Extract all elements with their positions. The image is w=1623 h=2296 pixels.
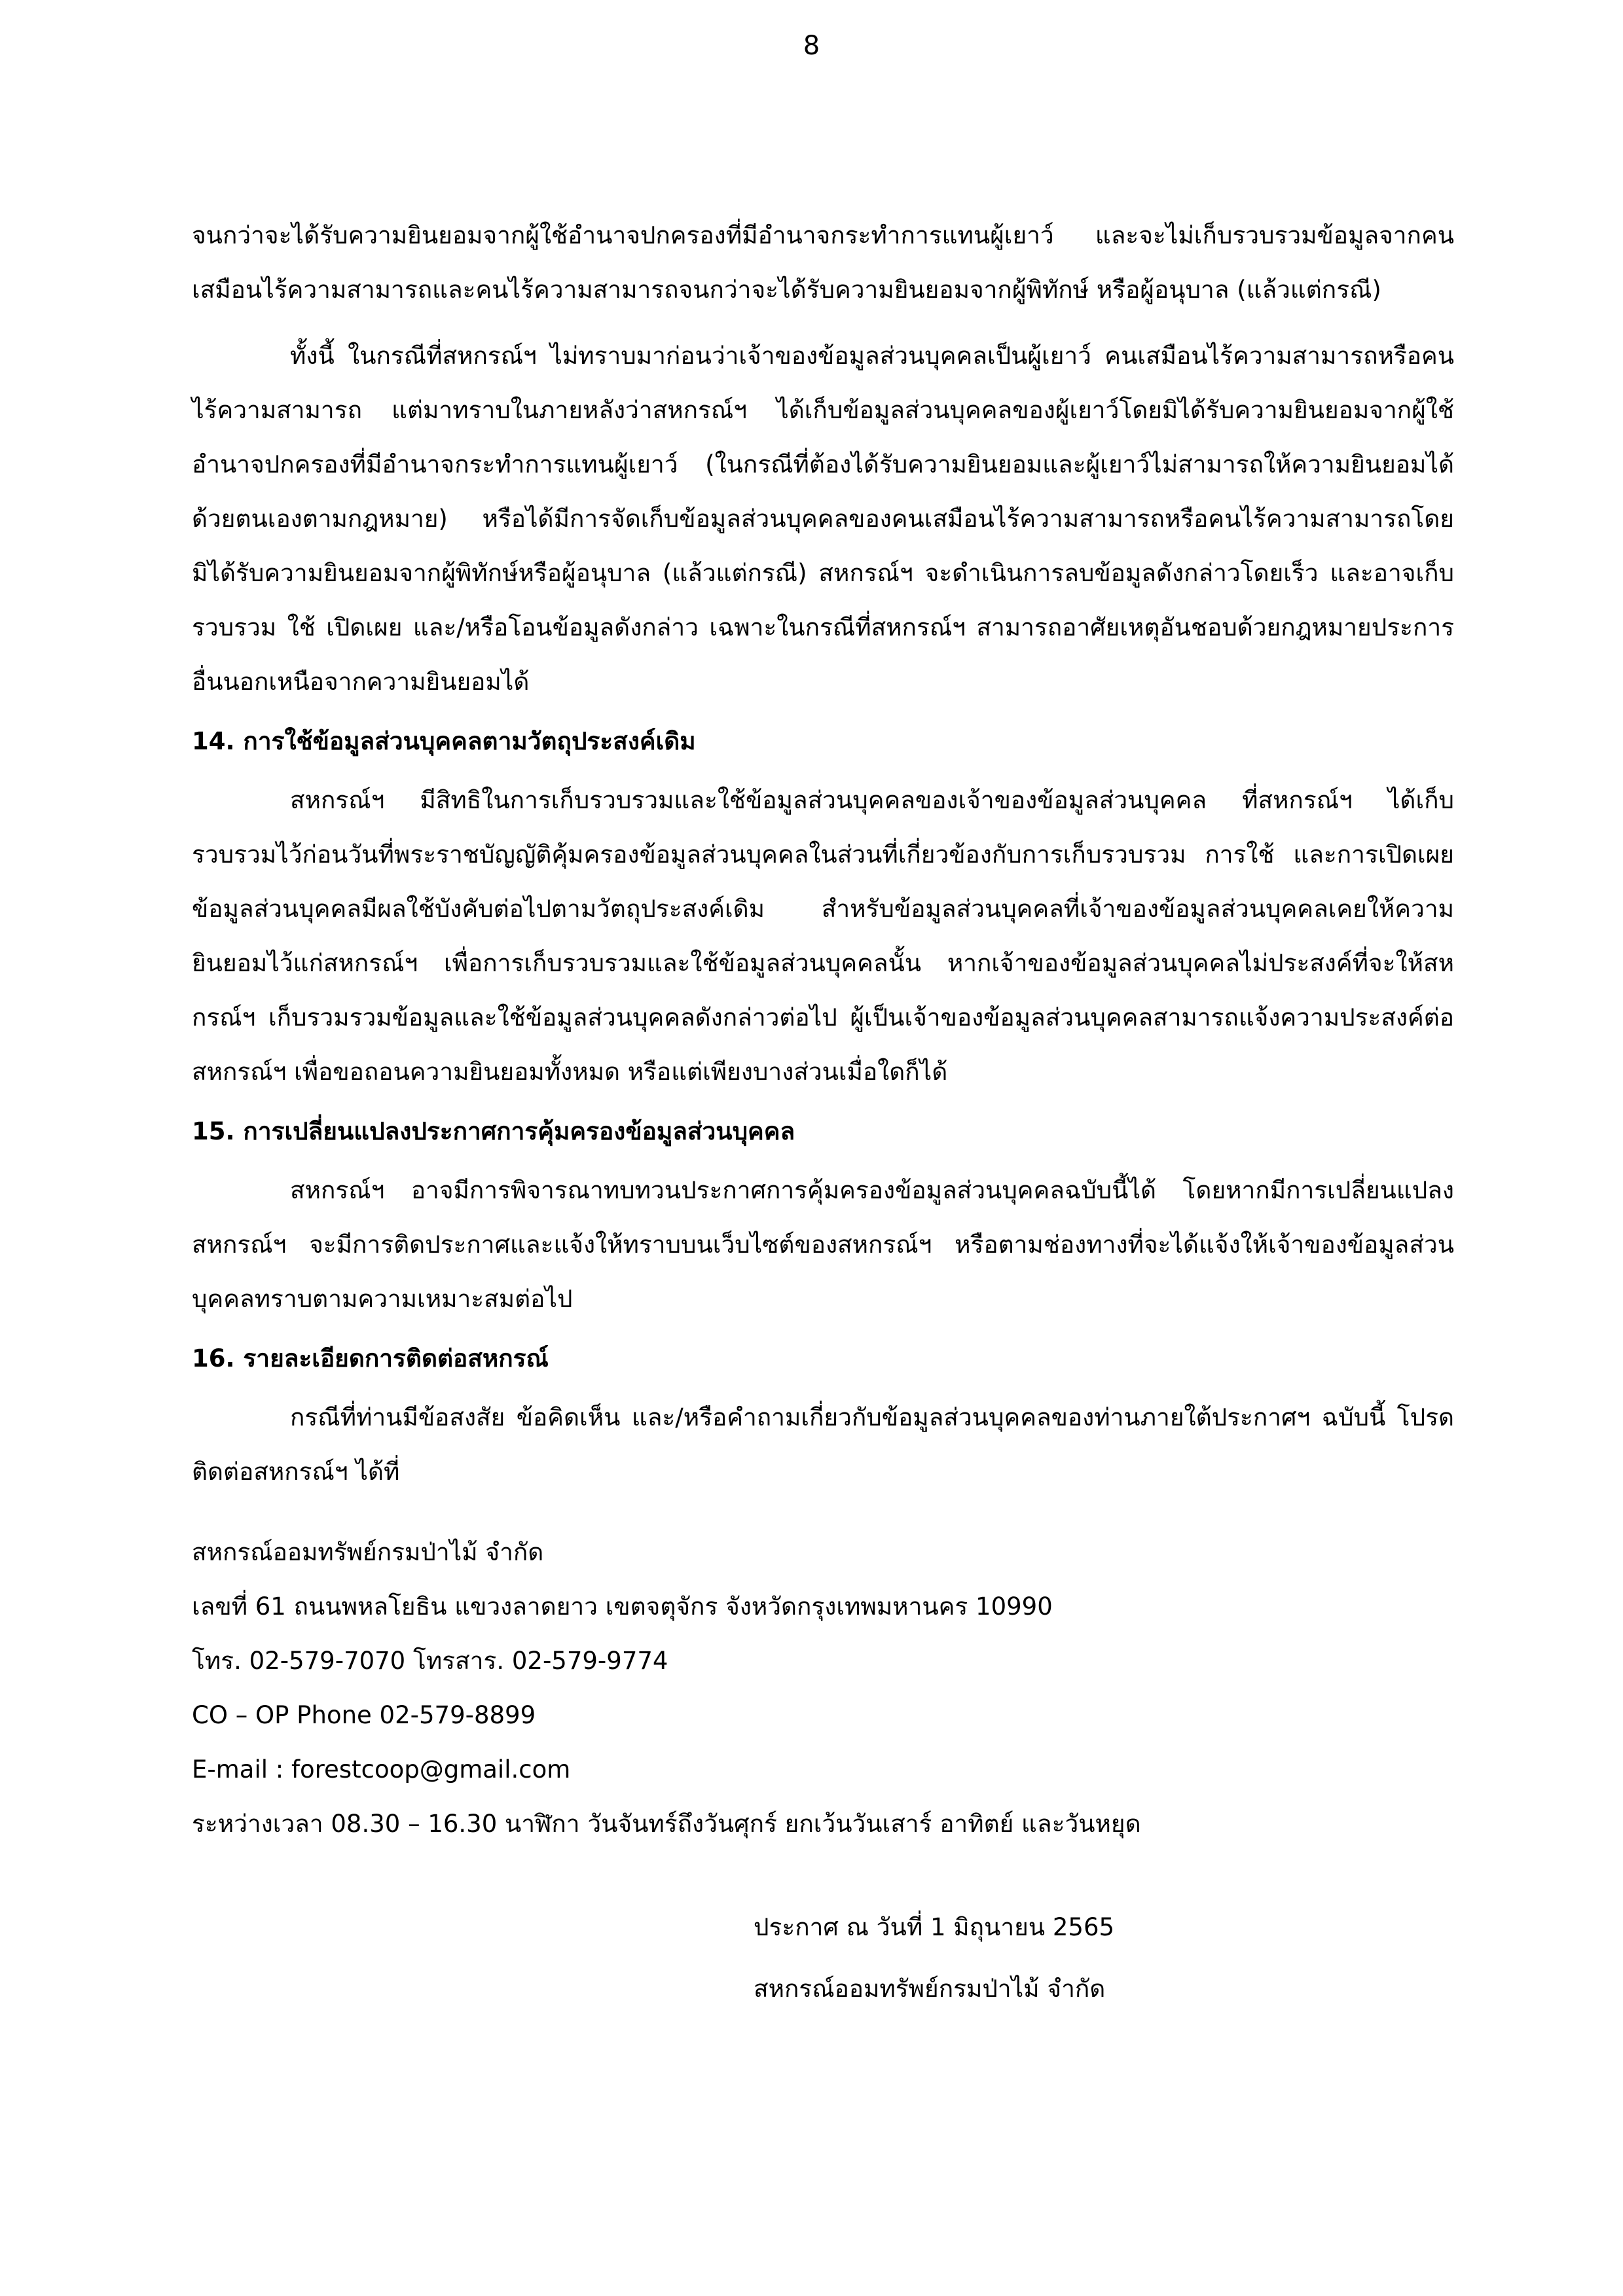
- page-number: 8: [803, 31, 820, 61]
- contact-phone-fax: โทร. 02-579-7070 โทรสาร. 02-579-9774: [192, 1647, 668, 1675]
- section-body: สหกรณ์ฯ มีสิทธิในการเก็บรวบรวมและใช้ข้อมูลส่วนบุคคลของเจ้าของข้อมูลส่วนบุคคล ที่สหกรณ์ฯ ได้เก็บรวบรวมไว้ก่อนวันที่พระราชบัญญัติคุ้มครองข้อมูลส่วนบุคคลในส่วนที่เกี่ยวข้องกับการเก็บรวบรวม การใช้ และการเปิดเผยข้อมูลส่วนบุคคลมีผลใช้บังคับต่อไปตามวัตถุประสงค์เดิม สำหรับข้อมูลส่วนบุคคลที่เจ้าของข้อมูลส่วนบุคคลเคยให้ความยินยอมไว้แก่สหกรณ์ฯ เพื่อการเก็บรวบรวมและใช้ข้อมูลส่วนบุคคลนั้น หากเจ้าของข้อมูลส่วนบุคคลไม่ประสงค์ที่จะให้สหกรณ์ฯ เก็บรวมรวมข้อมูลและใช้ข้อมูลส่วนบุคคลดังกล่าวต่อไป ผู้เป็นเจ้าของข้อมูลส่วนบุคคลสามารถแจ้งความประสงค์ต่อสหกรณ์ฯ เพื่อขอถอนความยินยอมทั้งหมด หรือแต่เพียงบางส่วนเมื่อใดก็ได้: [192, 786, 1454, 1086]
- signature-block: [754, 1897, 1454, 2020]
- section-heading: 15. การเปลี่ยนแปลงประกาศการคุ้มครองข้อมูลส่วนบุคคล: [192, 1117, 795, 1145]
- section-16: [192, 1330, 1454, 1499]
- announcement-date: ประกาศ ณ วันที่ 1 มิถุนายน 2565: [754, 1913, 1115, 1941]
- intro-paragraph: จนกว่าจะได้รับความยินยอมจากผู้ใช้อำนาจปกครองที่มีอำนาจกระทำการแทนผู้เยาว์ และจะไม่เก็บรวบรวมข้อมูลจากคนเสมือนไร้ความสามารถและคนไร้ความสามารถจนกว่าจะได้รับความยินยอมจากผู้พิทักษ์ หรือผู้อนุบาล (แล้วแต่กรณี): [192, 221, 1454, 304]
- contact-coop-phone: CO – OP Phone 02-579-8899: [192, 1701, 536, 1729]
- section-14: [192, 713, 1454, 1099]
- contact-block: [192, 1525, 1454, 1851]
- section-heading: 16. รายละเอียดการติดต่อสหกรณ์: [192, 1344, 549, 1372]
- contact-hours: ระหว่างเวลา 08.30 – 16.30 นาฬิกา วันจันทร์ถึงวันศุกร์ ยกเว้นวันเสาร์ อาทิตย์ และวันหยุด: [192, 1810, 1141, 1838]
- contact-address: เลขที่ 61 ถนนพหลโยธิน แขวงลาดยาว เขตจตุจักร จังหวัดกรุงเทพมหานคร 10990: [192, 1592, 1053, 1621]
- signature-org-name: สหกรณ์ออมทรัพย์กรมป่าไม้ จำกัด: [754, 1975, 1106, 2003]
- section-body: สหกรณ์ฯ อาจมีการพิจารณาทบทวนประกาศการคุ้มครองข้อมูลส่วนบุคคลฉบับนี้ได้ โดยหากมีการเปลี่ยนแปลง สหกรณ์ฯ จะมีการติดประกาศและแจ้งให้ทราบบนเว็บไซต์ของสหกรณ์ฯ หรือตามช่องทางที่จะได้แจ้งให้เจ้าของข้อมูลส่วนบุคคลทราบตามความเหมาะสมต่อไป: [192, 1176, 1454, 1313]
- section-heading: 14. การใช้ข้อมูลส่วนบุคคลตามวัตถุประสงค์เดิม: [192, 727, 696, 755]
- section-body: กรณีที่ท่านมีข้อสงสัย ข้อคิดเห็น และ/หรือคำถามเกี่ยวกับข้อมูลส่วนบุคคลของท่านภายใต้ประกาศฯ ฉบับนี้ โปรดติดต่อสหกรณ์ฯ ได้ที่: [192, 1403, 1454, 1486]
- contact-org-name: สหกรณ์ออมทรัพย์กรมป่าไม้ จำกัด: [192, 1538, 544, 1566]
- contact-email: E-mail : forestcoop@gmail.com: [192, 1755, 571, 1784]
- section-15: [192, 1103, 1454, 1326]
- minor-consent-paragraph: ทั้งนี้ ในกรณีที่สหกรณ์ฯ ไม่ทราบมาก่อนว่าเจ้าของข้อมูลส่วนบุคคลเป็นผู้เยาว์ คนเสมือนไร้ความสามารถหรือคนไร้ความสามารถ แต่มาทราบในภายหลังว่าสหกรณ์ฯ ได้เก็บข้อมูลส่วนบุคคลของผู้เยาว์โดยมิได้รับความยินยอมจากผู้ใช้อำนาจปกครองที่มีอำนาจกระทำการแทนผู้เยาว์ (ในกรณีที่ต้องได้รับความยินยอมและผู้เยาว์ไม่สามารถให้ความยินยอมได้ด้วยตนเองตามกฎหมาย) หรือได้มีการจัดเก็บข้อมูลส่วนบุคคลของคนเสมือนไร้ความสามารถหรือคนไร้ความสามารถโดยมิได้รับความยินยอมจากผู้พิทักษ์หรือผู้อนุบาล (แล้วแต่กรณี) สหกรณ์ฯ จะดำเนินการลบข้อมูลดังกล่าวโดยเร็ว และอาจเก็บรวบรวม ใช้ เปิดเผย และ/หรือโอนข้อมูลดังกล่าว เฉพาะในกรณีที่สหกรณ์ฯ สามารถอาศัยเหตุอันชอบด้วยกฎหมายประการอื่นนอกเหนือจากความยินยอมได้: [192, 342, 1454, 696]
- document-body: [192, 208, 1454, 2020]
